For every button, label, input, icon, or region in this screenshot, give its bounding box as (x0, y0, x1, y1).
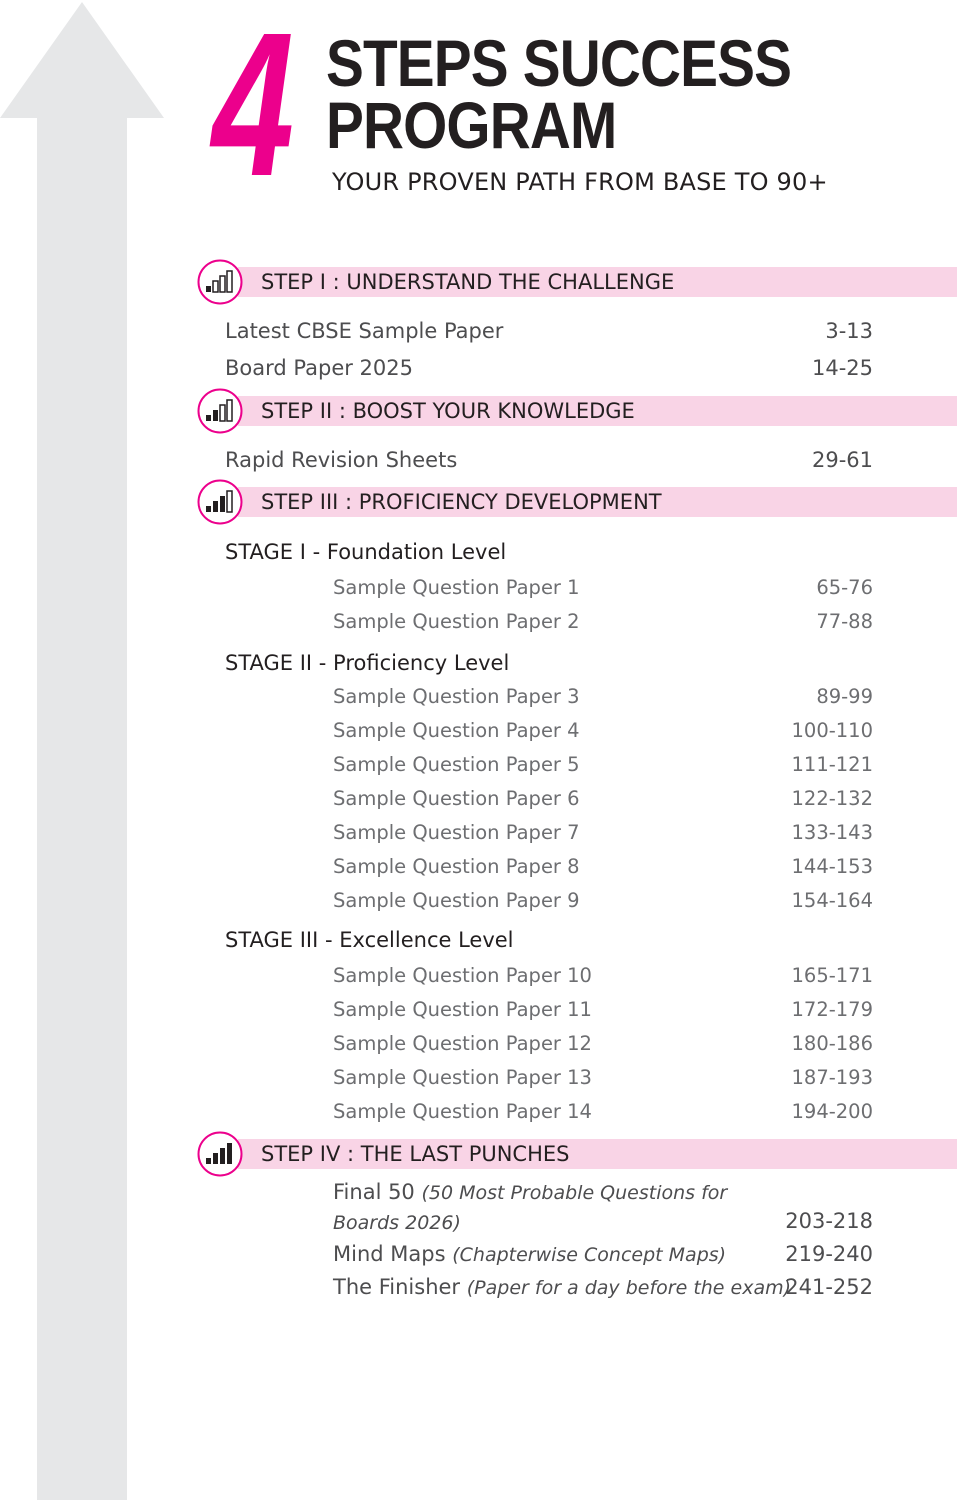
toc-item-pages: 100-110 (791, 719, 873, 742)
toc-item-pages: 203-218 (785, 1209, 873, 1233)
toc-item-pages: 77-88 (816, 610, 873, 633)
toc-item-label: The Finisher (333, 1275, 461, 1299)
step-2-title: STEP II : BOOST YOUR KNOWLEDGE (261, 399, 635, 423)
toc-item-pages: 144-153 (791, 855, 873, 878)
toc-item-label: Mind Maps (333, 1242, 446, 1266)
toc-item-pages: 180-186 (791, 1032, 873, 1055)
signal-bars-4-icon (197, 1131, 243, 1177)
toc-item-pages: 89-99 (816, 685, 873, 708)
toc-item: Sample Question Paper 5 (333, 753, 580, 776)
title-line-1: STEPS SUCCESS (326, 26, 792, 100)
signal-bars-3-icon (197, 479, 243, 525)
toc-item-note-continued (333, 1210, 461, 1234)
toc-item: Sample Question Paper 12 (333, 1032, 592, 1055)
toc-item: Sample Question Paper 2 (333, 610, 580, 633)
toc-item (333, 1242, 726, 1266)
toc-item-note: (50 Most Probable Questions for (421, 1182, 728, 1204)
toc-item: Sample Question Paper 8 (333, 855, 580, 878)
toc-item-pages: 194-200 (791, 1100, 873, 1123)
title-line-2: PROGRAM (326, 88, 617, 162)
toc-item-pages: 122-132 (791, 787, 873, 810)
toc-item: Sample Question Paper 14 (333, 1100, 592, 1123)
toc-item (333, 1180, 727, 1204)
toc-item: Sample Question Paper 1 (333, 576, 580, 599)
signal-bars-1-icon (197, 259, 243, 305)
toc-item: Sample Question Paper 6 (333, 787, 580, 810)
toc-item: Sample Question Paper 11 (333, 998, 592, 1021)
signal-bars-2-icon (197, 388, 243, 434)
toc-item: Latest CBSE Sample Paper (225, 319, 504, 343)
toc-item-pages: 241-252 (785, 1275, 873, 1299)
toc-item-pages: 154-164 (791, 889, 873, 912)
toc-item-label: Final 50 (333, 1180, 415, 1204)
page-subtitle: YOUR PROVEN PATH FROM BASE TO 90+ (332, 168, 828, 196)
toc-item: Sample Question Paper 3 (333, 685, 580, 708)
toc-item-note: (Paper for a day before the exam) (466, 1277, 792, 1299)
toc-item-pages: 3-13 (825, 319, 873, 343)
toc-item-pages: 165-171 (791, 964, 873, 987)
toc-item: Sample Question Paper 13 (333, 1066, 592, 1089)
toc-item: Sample Question Paper 4 (333, 719, 580, 742)
toc-item: Sample Question Paper 9 (333, 889, 580, 912)
step-3-title: STEP III : PROFICIENCY DEVELOPMENT (261, 490, 662, 514)
toc-item-pages: 187-193 (791, 1066, 873, 1089)
toc-item-pages: 29-61 (811, 448, 873, 472)
stage-heading: STAGE II - Proficiency Level (225, 651, 510, 675)
page-title (326, 26, 792, 162)
step-4-title: STEP IV : THE LAST PUNCHES (261, 1142, 570, 1166)
toc-item: Sample Question Paper 7 (333, 821, 580, 844)
big-number-four: 4 (212, 0, 292, 219)
toc-item-note: (Chapterwise Concept Maps) (452, 1244, 727, 1266)
toc-item-pages: 111-121 (791, 753, 873, 776)
toc-item-pages: 219-240 (785, 1242, 873, 1266)
toc-item-pages: 65-76 (816, 576, 873, 599)
toc-item-pages: 172-179 (791, 998, 873, 1021)
toc-item: Sample Question Paper 10 (333, 964, 592, 987)
toc-item: Board Paper 2025 (225, 356, 413, 380)
stage-heading: STAGE I - Foundation Level (225, 540, 507, 564)
toc-item-pages: 14-25 (811, 356, 873, 380)
toc-item: Rapid Revision Sheets (225, 448, 458, 472)
stage-heading: STAGE III - Excellence Level (225, 928, 514, 952)
toc-item-note: Boards 2026) (333, 1212, 461, 1234)
toc-item-pages: 133-143 (791, 821, 873, 844)
step-1-title: STEP I : UNDERSTAND THE CHALLENGE (261, 270, 675, 294)
progress-arrow (0, 0, 170, 1500)
toc-item (333, 1275, 791, 1299)
